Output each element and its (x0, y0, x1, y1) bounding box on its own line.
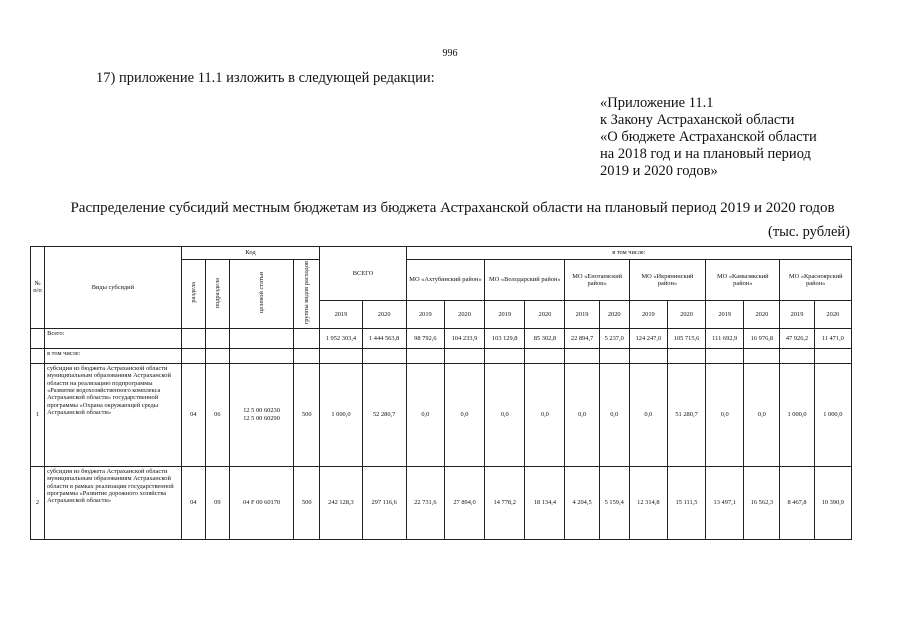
appendix-line: на 2018 год и на плановый период (600, 146, 811, 162)
year-header: 2020 (362, 301, 406, 329)
value-cell: 104 233,9 (444, 328, 484, 348)
year-header: 2020 (599, 301, 629, 329)
year-header: 2019 (629, 301, 667, 329)
district-header-akhtubinsky: МО «Ахтубинский район» (406, 260, 484, 301)
value-cell: 297 116,6 (362, 466, 406, 539)
value-cell: 13 497,1 (706, 466, 744, 539)
col-header-total: ВСЕГО (320, 247, 406, 301)
district-header-volodarsky: МО «Володарский район» (485, 260, 565, 301)
subsidy-name: субсидия из бюджета Астраханской области муниципальным образованиям Астраханской области в рамках реализации государственной программы «Развитие дорожного хозяйства Астраханской области» (45, 466, 182, 539)
value-cell: 22 731,6 (406, 466, 444, 539)
value-cell: 5 159,4 (599, 466, 629, 539)
year-header: 2019 (485, 301, 525, 329)
target-article-line: 04 F 00 60170 (243, 499, 281, 507)
value-cell: 11 471,0 (814, 328, 851, 348)
value-cell: 1 444 563,8 (362, 328, 406, 348)
value-cell: 0,0 (406, 363, 444, 466)
value-cell: 14 778,2 (485, 466, 525, 539)
value-cell: 22 894,7 (565, 328, 599, 348)
appendix-line: «О бюджете Астраханской области (600, 129, 817, 145)
value-cell: 16 976,8 (744, 328, 780, 348)
podrazdel-code: 06 (205, 363, 229, 466)
col-header-target-article: целевой статьи (229, 260, 293, 329)
year-header: 2019 (706, 301, 744, 329)
amendment-instruction: 17) приложение 11.1 изложить в следующей редакции: (96, 70, 435, 86)
table-title: Распределение субсидий местным бюджетам из бюджета Астраханской области на плановый период 2019 и 2020 годов (70, 200, 835, 216)
value-cell: 0,0 (485, 363, 525, 466)
col-header-razdel: раздела (181, 260, 205, 329)
appendix-header (600, 95, 817, 180)
expense-group-code: 500 (294, 466, 320, 539)
target-article-line: 12 5 00 60290 (243, 414, 280, 422)
value-cell: 12 314,8 (629, 466, 667, 539)
appendix-line: к Закону Астраханской области (600, 112, 795, 128)
row-num: 2 (31, 466, 45, 539)
value-cell: 1 952 303,4 (320, 328, 362, 348)
value-cell: 8 467,8 (780, 466, 814, 539)
value-cell: 15 111,5 (667, 466, 705, 539)
value-cell: 124 247,0 (629, 328, 667, 348)
year-header: 2019 (780, 301, 814, 329)
year-header: 2020 (667, 301, 705, 329)
value-cell: 0,0 (599, 363, 629, 466)
subsidy-name: субсидия из бюджета Астраханской области муниципальным образованиям Астраханской области на реализацию подпрограммы «Развитие водохозяйственного комплекса Астраханской области» государственной программы «Охрана окружающей среды Астраханской области» (45, 363, 182, 466)
value-cell: 47 926,2 (780, 328, 814, 348)
appendix-line: «Приложение 11.1 (600, 95, 714, 111)
value-cell: 10 390,9 (814, 466, 851, 539)
value-cell: 1 000,0 (780, 363, 814, 466)
value-cell: 5 237,0 (599, 328, 629, 348)
value-cell: 98 792,6 (406, 328, 444, 348)
value-cell: 18 134,4 (525, 466, 565, 539)
subsidy-table (30, 246, 852, 540)
year-header: 2019 (565, 301, 599, 329)
row-num (31, 328, 45, 348)
table-row-including (31, 348, 852, 363)
value-cell: 0,0 (444, 363, 484, 466)
value-cell: 27 894,0 (444, 466, 484, 539)
col-header-num: № п/п (31, 247, 45, 329)
value-cell: 0,0 (744, 363, 780, 466)
year-header: 2019 (320, 301, 362, 329)
value-cell: 85 302,8 (525, 328, 565, 348)
target-article-code (229, 363, 293, 466)
value-cell: 51 280,7 (667, 363, 705, 466)
value-cell: 242 128,3 (320, 466, 362, 539)
row-label-including: в том числе: (45, 348, 182, 363)
year-header: 2020 (444, 301, 484, 329)
district-header-krasnoyarsky: МО «Красноярский район» (780, 260, 852, 301)
col-header-expense-group: группы видов расходов (294, 260, 320, 329)
district-header-kamyzyaksky: МО «Камызякский район» (706, 260, 780, 301)
value-cell: 0,0 (525, 363, 565, 466)
value-cell: 4 204,5 (565, 466, 599, 539)
value-cell: 111 692,9 (706, 328, 744, 348)
year-header: 2020 (525, 301, 565, 329)
value-cell: 103 129,8 (485, 328, 525, 348)
district-header-ikryaninsky: МО «Икрянинский район» (629, 260, 705, 301)
value-cell: 0,0 (565, 363, 599, 466)
row-label-total: Всего: (45, 328, 182, 348)
value-cell: 16 562,3 (744, 466, 780, 539)
target-article-line: 12 5 00 60230 (243, 407, 280, 415)
col-header-code: Код (181, 247, 320, 260)
col-header-including: в том числе: (406, 247, 851, 260)
table-row (31, 363, 852, 466)
col-header-podrazdel: подраздела (205, 260, 229, 329)
razdel-code: 04 (181, 363, 205, 466)
district-header-enotaevsky: МО «Енотаевский район» (565, 260, 629, 301)
value-cell: 1 000,0 (320, 363, 362, 466)
value-cell: 105 715,6 (667, 328, 705, 348)
year-header: 2020 (814, 301, 851, 329)
expense-group-code: 500 (294, 363, 320, 466)
value-cell: 0,0 (706, 363, 744, 466)
page-number: 996 (442, 48, 458, 59)
table-row (31, 466, 852, 539)
year-header: 2019 (406, 301, 444, 329)
col-header-name: Виды субсидий (45, 247, 182, 329)
value-cell: 0,0 (629, 363, 667, 466)
row-num: 1 (31, 363, 45, 466)
appendix-line: 2019 и 2020 годов» (600, 163, 718, 179)
target-article-code (229, 466, 293, 539)
year-header: 2020 (744, 301, 780, 329)
value-cell: 52 280,7 (362, 363, 406, 466)
podrazdel-code: 09 (205, 466, 229, 539)
razdel-code: 04 (181, 466, 205, 539)
value-cell: 1 000,0 (814, 363, 851, 466)
units-label: (тыс. рублей) (768, 224, 850, 240)
table-row-total (31, 328, 852, 348)
